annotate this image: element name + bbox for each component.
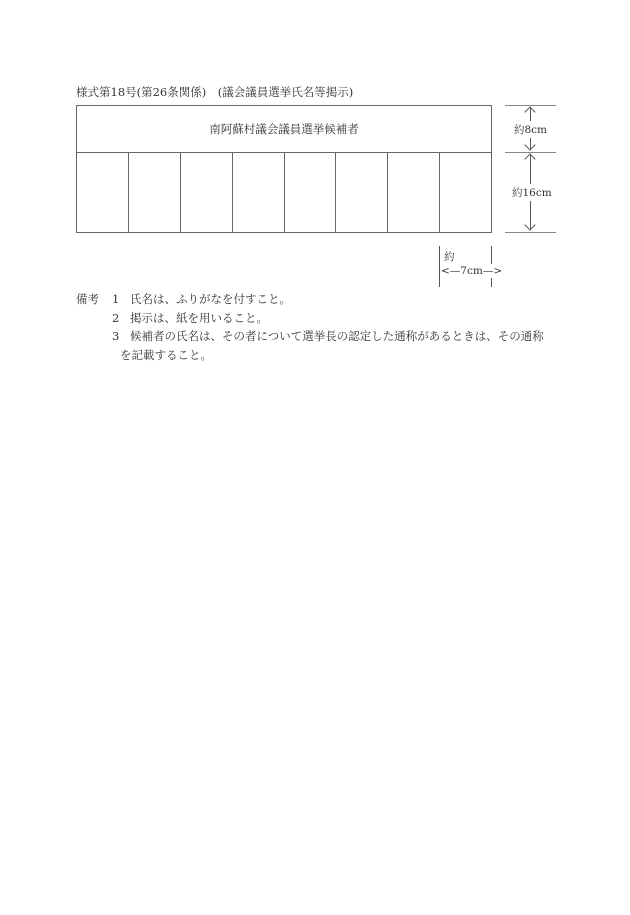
- candidate-column-7: [388, 153, 440, 232]
- dimension-7cm-left-line: [439, 246, 440, 287]
- note-number: 2: [112, 310, 120, 325]
- candidate-name-board-table: [76, 105, 492, 233]
- note-text: 掲示は、紙を用いること。: [130, 310, 268, 325]
- candidate-columns: [77, 153, 491, 232]
- note-number: 1: [112, 292, 120, 306]
- candidate-column-8: [440, 153, 491, 232]
- note-item-3: [76, 327, 544, 346]
- note-number: 3: [112, 329, 120, 343]
- note-item-2: [76, 309, 544, 328]
- form-title: 様式第18号(第26条関係) (議会議員選挙氏名等掲示): [76, 85, 354, 99]
- candidate-column-3: [181, 153, 233, 232]
- arrow-up-icon: [524, 106, 535, 117]
- arrow-up-icon: [524, 153, 535, 164]
- dimension-label-7cm-prefix: 約: [444, 248, 455, 265]
- note-text: 氏名は、ふりがなを付すこと。: [130, 292, 291, 306]
- note-item-1: [76, 290, 544, 309]
- note-item-3-continuation: [76, 346, 544, 365]
- notes-label: 備考: [76, 292, 99, 306]
- note-text: 候補者の氏名は、その者について選挙長の認定した通称があるときは、その通称: [130, 329, 544, 343]
- dimension-line-bottom: [505, 232, 556, 233]
- candidate-column-1: [77, 153, 129, 232]
- notes-section: [76, 290, 544, 364]
- candidate-column-4: [233, 153, 285, 232]
- note-text-continuation: を記載すること。: [120, 347, 212, 362]
- dimension-label-8cm: 約8cm: [514, 121, 547, 138]
- candidate-column-2: [129, 153, 181, 232]
- dimension-label-7cm: <—7cm—>: [441, 265, 503, 277]
- candidate-column-6: [336, 153, 388, 232]
- arrow-down-icon: [524, 139, 535, 150]
- dimension-label-16cm: 約16cm: [512, 184, 552, 201]
- table-header-text: 南阿蘇村議会議員選挙候補者: [209, 122, 359, 136]
- arrow-down-icon: [524, 219, 535, 230]
- candidate-column-5: [285, 153, 337, 232]
- table-header-cell: [77, 106, 491, 153]
